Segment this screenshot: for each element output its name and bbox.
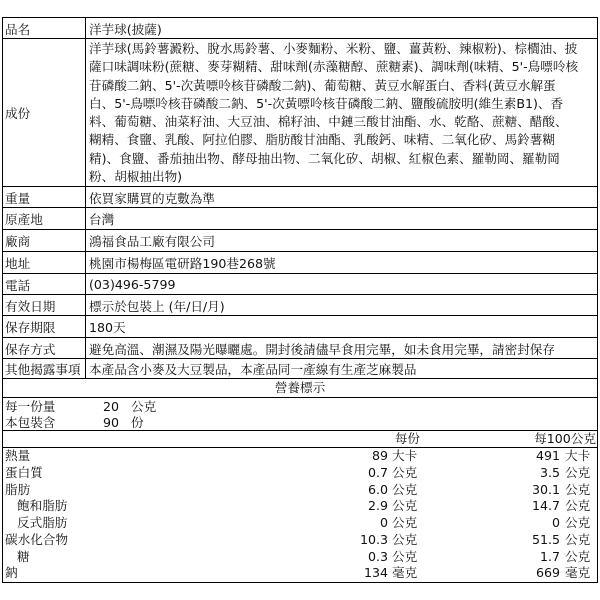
per-100g-unit: 公克 [565,498,591,514]
per-serving-value: 2.9 [367,498,388,514]
label-phone: 電話 [3,274,86,294]
ingredients-line: 苷磷酸二鈉、5'-次黃嘌呤核苷磷酸二鈉)、葡萄糖、黃豆水解蛋白、香料(黃豆水解蛋 [89,77,556,93]
column-per-100g: 每100公克 [534,431,596,446]
row-ingredients [3,39,597,187]
nutrient-name: 蛋白質 [5,464,43,480]
per-100g-unit: 公克 [565,515,591,530]
nutrient-name: 碳水化合物 [5,531,68,547]
value-product-name: 洋芋球(披薩) [89,21,162,37]
value-phone: (03)496-5799 [89,276,176,292]
product-label-sheet [2,17,598,583]
value-ingredients [86,39,597,186]
per-100g-unit: 公克 [565,481,591,497]
row-other-disclosures [3,359,597,379]
nutrient-name: 熱量 [5,448,31,463]
nutrition-title: 營養標示 [3,379,597,398]
label-origin: 原產地 [3,208,86,229]
per-serving-value: 89 [371,448,388,463]
per-serving-value: 0 [379,515,388,530]
per-serving-value: 10.3 [359,531,388,547]
per-serving-value: 0.7 [367,464,388,480]
nutrient-name: 飽和脂肪 [17,498,68,514]
ingredients-line: 洋芋球(馬鈴薯澱粉、脫水馬鈴薯、小麥麵粉、米粉、鹽、薑黃粉、辣椒粉)、棕櫚油、披 [89,41,578,56]
per-serving-unit: 公克 [392,548,418,564]
value-storage: 避免高溫、潮濕及陽光曝曬處。開封後請儘早食用完畢，如未食用完畢，請密封保存 [89,341,555,357]
nutrition-row-saturated-fat [3,498,597,515]
row-shelf-life [3,316,597,338]
per-100g-unit: 大卡 [565,448,591,463]
label-address: 地址 [3,252,86,273]
nutrition-row-energy [3,448,597,465]
ingredients-line: 料、葡萄糖、油菜籽油、大豆油、棉籽油、中鏈三酸甘油酯、水、乾酪、蔗糖、醋酸、 [89,114,568,129]
nutrition-row-protein [3,465,597,482]
per-100g-unit: 毫克 [565,565,591,581]
label-product-name: 品名 [3,18,86,38]
per-serving-value: 6.0 [367,481,388,497]
value-expiry: 標示於包裝上 (年/日/月) [89,298,225,314]
per-100g-value: 491 [535,448,560,463]
ingredients-line: 糊精、食鹽、乳酸、阿拉伯膠、脂肪酸甘油酯、乳酸鈣、味精、二氧化矽、馬鈴薯糊 [89,132,555,148]
value-origin: 台灣 [89,212,115,227]
ingredients-line: 粉、胡椒抽出物) [89,168,183,184]
nutrition-column-header [3,431,597,448]
serving-size-unit: 公克 [131,399,157,414]
nutrition-row-fat [3,482,597,499]
label-manufacturer: 廠商 [3,230,86,251]
servings-per-package-line [3,415,597,431]
servings-value: 90 [102,415,119,430]
label-weight: 重量 [3,187,86,207]
row-weight [3,187,597,208]
label-shelf-life: 保存期限 [3,316,86,337]
value-shelf-life: 180天 [89,320,126,335]
per-serving-unit: 毫克 [392,565,418,581]
ingredients-line: 白、5'-鳥嘌呤核苷磷酸二鈉、5'-次黃嘌呤核苷磷酸二鈉、鹽酸硫胺明(維生素B1)、香 [89,95,564,111]
label-expiry: 有效日期 [3,295,86,315]
row-expiry [3,295,597,316]
value-manufacturer: 鴻福食品工廠有限公司 [89,234,215,249]
per-100g-value: 0 [551,515,560,530]
per-serving-unit: 公克 [392,515,418,530]
per-100g-value: 30.1 [531,481,560,497]
label-ingredients: 成份 [3,39,86,186]
servings-unit: 份 [131,415,144,430]
per-serving-value: 134 [363,565,388,581]
per-100g-value: 14.7 [531,498,560,514]
serving-size-value: 20 [102,399,119,414]
per-serving-unit: 公克 [392,498,418,514]
per-serving-unit: 公克 [392,464,418,480]
column-per-serving: 每份 [394,431,420,446]
nutrition-row-carbohydrate [3,532,597,549]
row-phone [3,274,597,295]
row-address [3,252,597,274]
per-100g-value: 1.7 [539,548,560,564]
serving-size-line [3,399,597,415]
value-weight: 依買家購買的克數為準 [89,190,215,206]
serving-size-label: 每一份量 [5,399,56,414]
label-storage: 保存方式 [3,338,86,358]
per-serving-unit: 公克 [392,531,418,547]
row-manufacturer [3,230,597,252]
per-100g-value: 669 [535,565,560,581]
per-100g-unit: 公克 [565,548,591,564]
per-100g-unit: 公克 [565,531,591,547]
ingredients-line: 精)、食鹽、番茄抽出物、酵母抽出物、二氧化矽、胡椒、紅椒色素、羅勒岡、羅勒岡 [89,150,560,166]
per-100g-value: 3.5 [539,464,560,480]
label-other-disclosures: 其他揭露事項 [3,359,86,378]
nutrient-name: 糖 [17,548,30,564]
serving-info [3,398,597,431]
nutrition-row-sodium [3,565,597,582]
nutrition-row-sugar [3,549,597,566]
nutrition-row-trans-fat [3,515,597,532]
value-other-disclosures: 本產品含小麥及大豆製品，本產品同一產線有生產芝麻製品 [89,362,417,377]
per-100g-unit: 公克 [565,464,591,480]
per-serving-value: 0.3 [367,548,388,564]
row-storage [3,338,597,359]
per-serving-unit: 公克 [392,481,418,497]
nutrient-name: 反式脂肪 [17,515,68,530]
per-serving-unit: 大卡 [392,448,418,463]
row-origin [3,208,597,230]
nutrient-name: 脂肪 [5,481,31,497]
value-address: 桃園市楊梅區電研路190巷268號 [89,256,276,271]
per-100g-value: 51.5 [531,531,560,547]
nutrient-name: 鈉 [5,565,18,581]
row-product-name [3,18,597,39]
servings-label: 本包裝含 [5,415,56,430]
ingredients-line: 薩口味調味粉(蔗糖、麥芽糊精、甜味劑(赤藻糖醇、蔗糖素)、調味劑(味精、5'-鳥嘌呤核 [89,59,579,75]
